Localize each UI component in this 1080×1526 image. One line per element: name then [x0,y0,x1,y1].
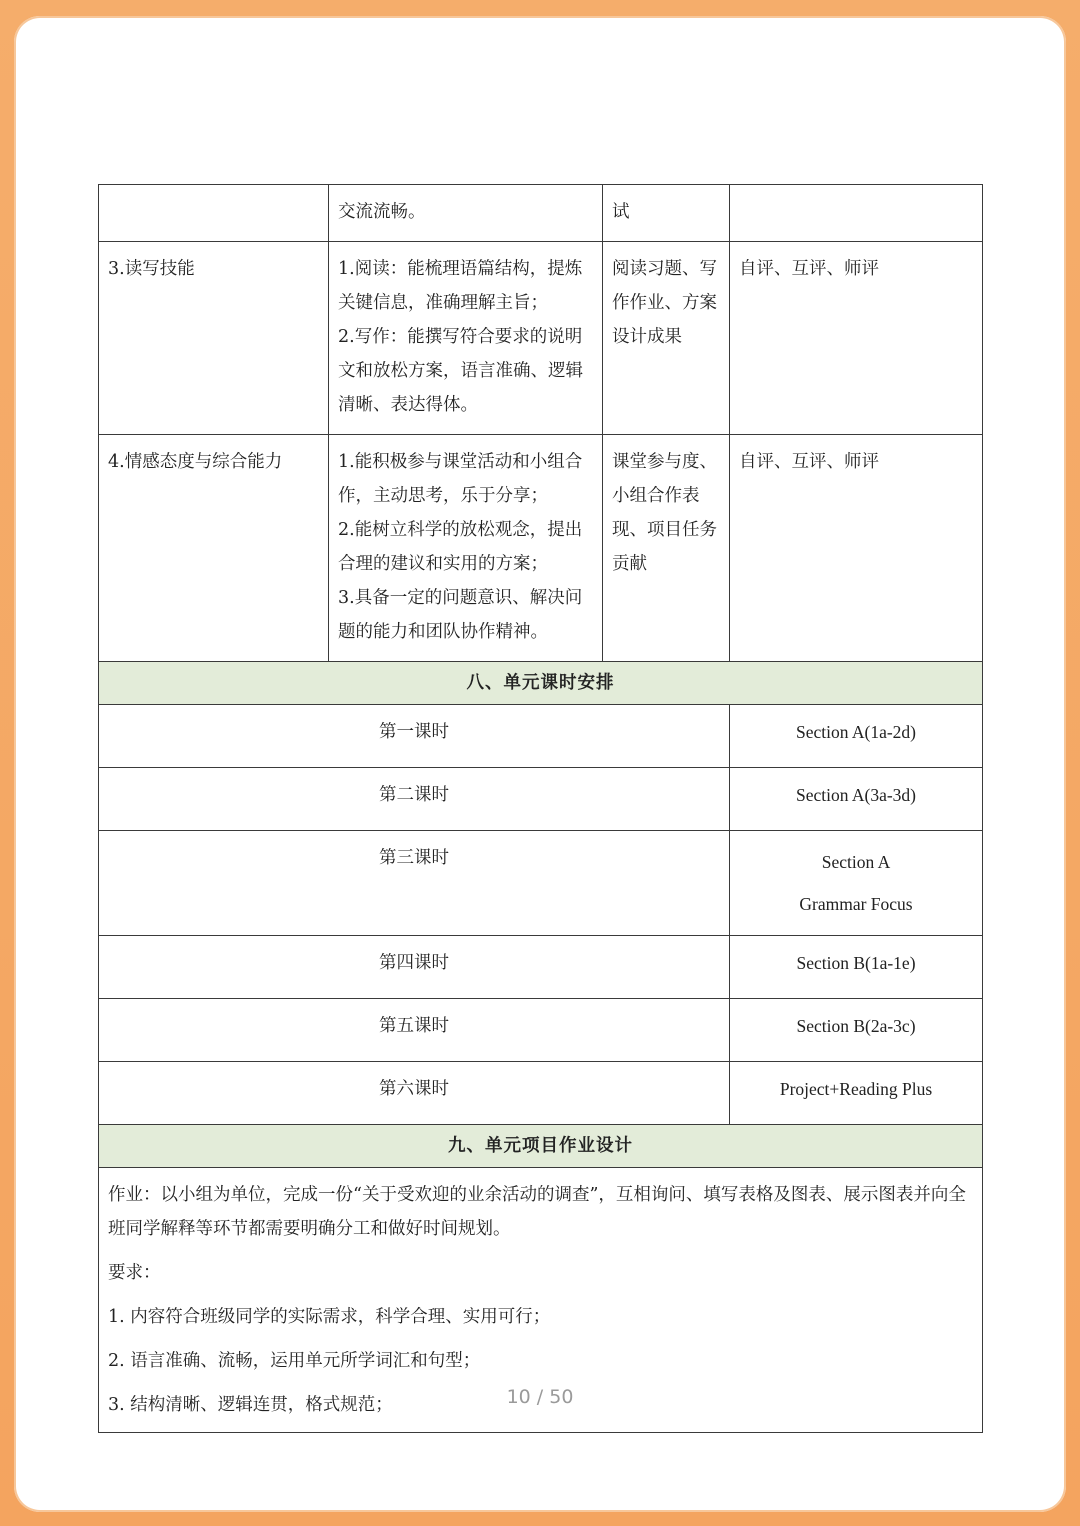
assessment-method-cell: 试 [603,185,730,242]
lesson-content-line: Section B(2a-3c) [796,1016,916,1036]
lesson-content-line: Section B(1a-1e) [796,953,916,973]
section-header-row [99,1125,983,1168]
assessment-row [99,242,983,435]
content-line: 2.能树立科学的放松观念，提出合理的建议和实用的方案； [338,520,583,574]
lesson-row [99,1062,983,1125]
assessment-content-cell [329,435,603,662]
section-header-row [99,662,983,705]
assessment-method-cell: 课堂参与度、小组合作表现、项目任务贡献 [603,435,730,662]
content-line: 1.阅读：能梳理语篇结构，提炼关键信息，准确理解主旨； [338,259,583,313]
assignment-text: 作业：以小组为单位，完成一份“关于受欢迎的业余活动的调查”，互相询问、填写表格及图表、展示图表并向全班同学解释等环节都需要明确分工和做好时间规划。 [108,1185,966,1239]
section-title: 八、单元课时安排 [99,662,983,705]
assessment-evaluation-cell: 自评、互评、师评 [730,435,983,662]
assessment-evaluation-cell: 自评、互评、师评 [730,242,983,435]
requirements-label: 要求： [108,1263,161,1283]
assessment-aspect-cell: 3.读写技能 [99,242,329,435]
lesson-row [99,768,983,831]
lesson-content [730,999,983,1062]
assessment-aspect-cell: 4.情感态度与综合能力 [99,435,329,662]
requirement-item: 2. 语言准确、流畅，运用单元所学词汇和句型； [108,1351,481,1371]
assessment-method-cell: 阅读习题、写作作业、方案设计成果 [603,242,730,435]
requirement-item: 1. 内容符合班级同学的实际需求，科学合理、实用可行； [108,1307,551,1327]
assessment-row [99,185,983,242]
lesson-content-line: Section A(3a-3d) [795,785,917,805]
lesson-name: 第四课时 [99,936,730,999]
content-line: 2.写作：能撰写符合要求的说明文和放松方案，语言准确、逻辑清晰、表达得体。 [338,327,583,415]
lesson-content-line: Section A(1a-2d) [795,722,917,742]
lesson-content-line: Grammar Focus [799,894,913,914]
lesson-name: 第六课时 [99,1062,730,1125]
assessment-evaluation-cell [730,185,983,242]
requirement-item: 3. 结构清晰、逻辑连贯，格式规范； [108,1395,393,1415]
content-line: 3.具备一定的问题意识、解决问题的能力和团队协作精神。 [338,588,583,642]
lesson-content-line: Project+Reading Plus [779,1079,933,1099]
assessment-content-cell [329,185,603,242]
lesson-name: 第二课时 [99,768,730,831]
assessment-content-cell [329,242,603,435]
lesson-row [99,999,983,1062]
lesson-name: 第一课时 [99,705,730,768]
lesson-content [730,831,983,936]
content-line: 交流流畅。 [338,202,426,222]
lesson-content [730,768,983,831]
page-indicator: 10 / 50 [506,1386,574,1408]
assessment-aspect-cell [99,185,329,242]
document-page [14,16,1066,1512]
lesson-content [730,705,983,768]
section-title: 九、单元项目作业设计 [99,1125,983,1168]
lesson-name: 第三课时 [99,831,730,936]
lesson-row [99,705,983,768]
lesson-name: 第五课时 [99,999,730,1062]
lesson-content [730,1062,983,1125]
content-line: 1.能积极参与课堂活动和小组合作，主动思考，乐于分享； [338,452,583,506]
lesson-content-line: Section A [821,852,891,872]
unit-plan-table [98,184,983,1433]
lesson-row [99,936,983,999]
lesson-row [99,831,983,936]
assessment-row [99,435,983,662]
lesson-content [730,936,983,999]
